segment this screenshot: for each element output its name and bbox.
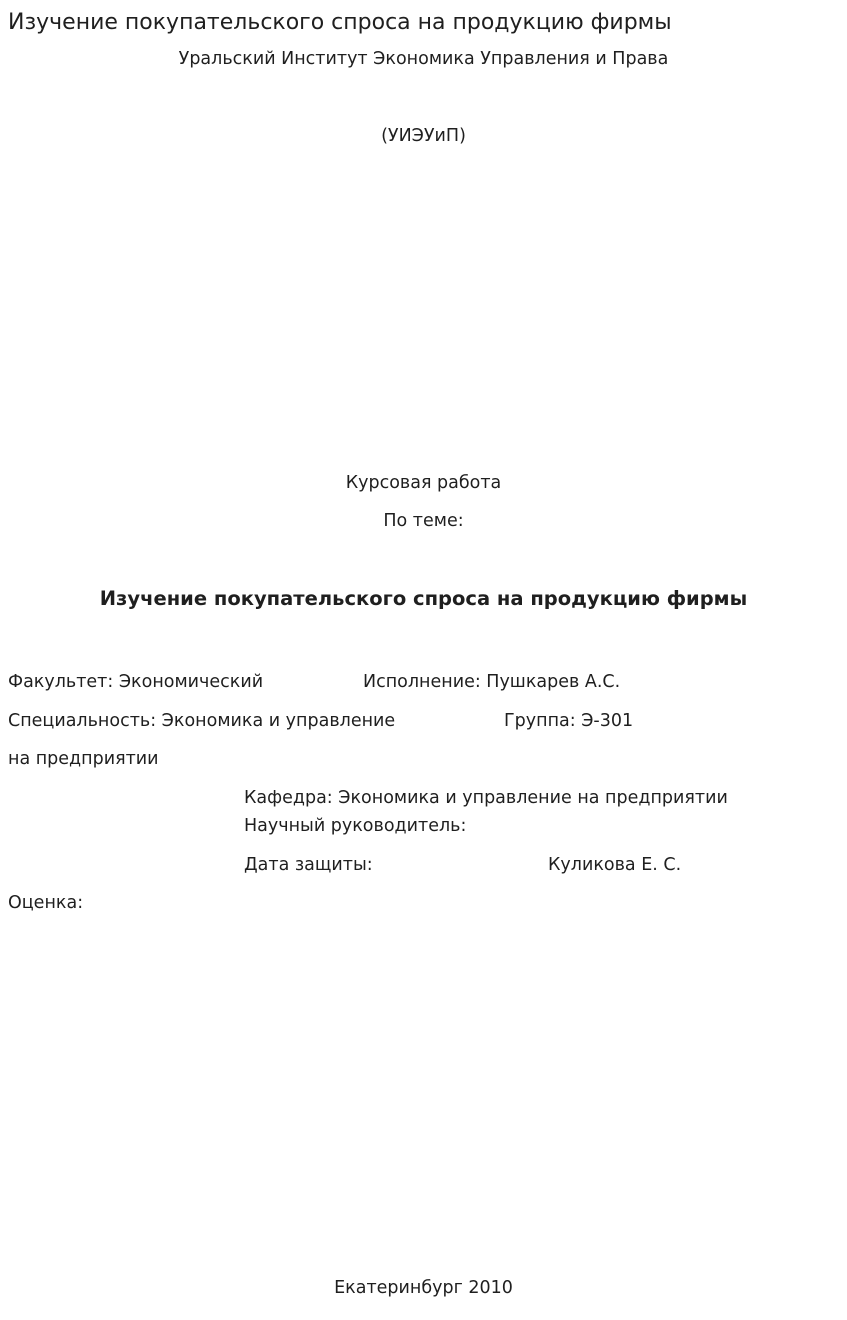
department-field: Кафедра: Экономика и управление на предприятии [244,788,728,808]
supervisor-label: Научный руководитель: [244,816,467,836]
document-header-title: Изучение покупательского спроса на продукцию фирмы [8,10,672,35]
institute-abbreviation: (УИЭУиП) [381,126,466,146]
performer-field: Исполнение: Пушкарев А.С. [363,672,621,692]
institute-name: Уральский Институт Экономика Управления и Права [178,49,669,69]
supervisor-name: Куликова Е. С. [548,855,682,875]
grade-label: Оценка: [8,893,84,913]
city-year: Екатеринбург 2010 [334,1278,513,1298]
topic-title: Изучение покупательского спроса на продукцию фирмы [99,587,748,610]
specialty-field-continuation: на предприятии [8,749,159,769]
group-field: Группа: Э-301 [504,711,634,731]
work-type-label: Курсовая работа [345,473,502,493]
faculty-field: Факультет: Экономический [8,672,264,692]
specialty-field: Специальность: Экономика и управление [8,711,396,731]
defense-date-label: Дата защиты: [244,855,373,875]
topic-label: По теме: [383,511,464,531]
